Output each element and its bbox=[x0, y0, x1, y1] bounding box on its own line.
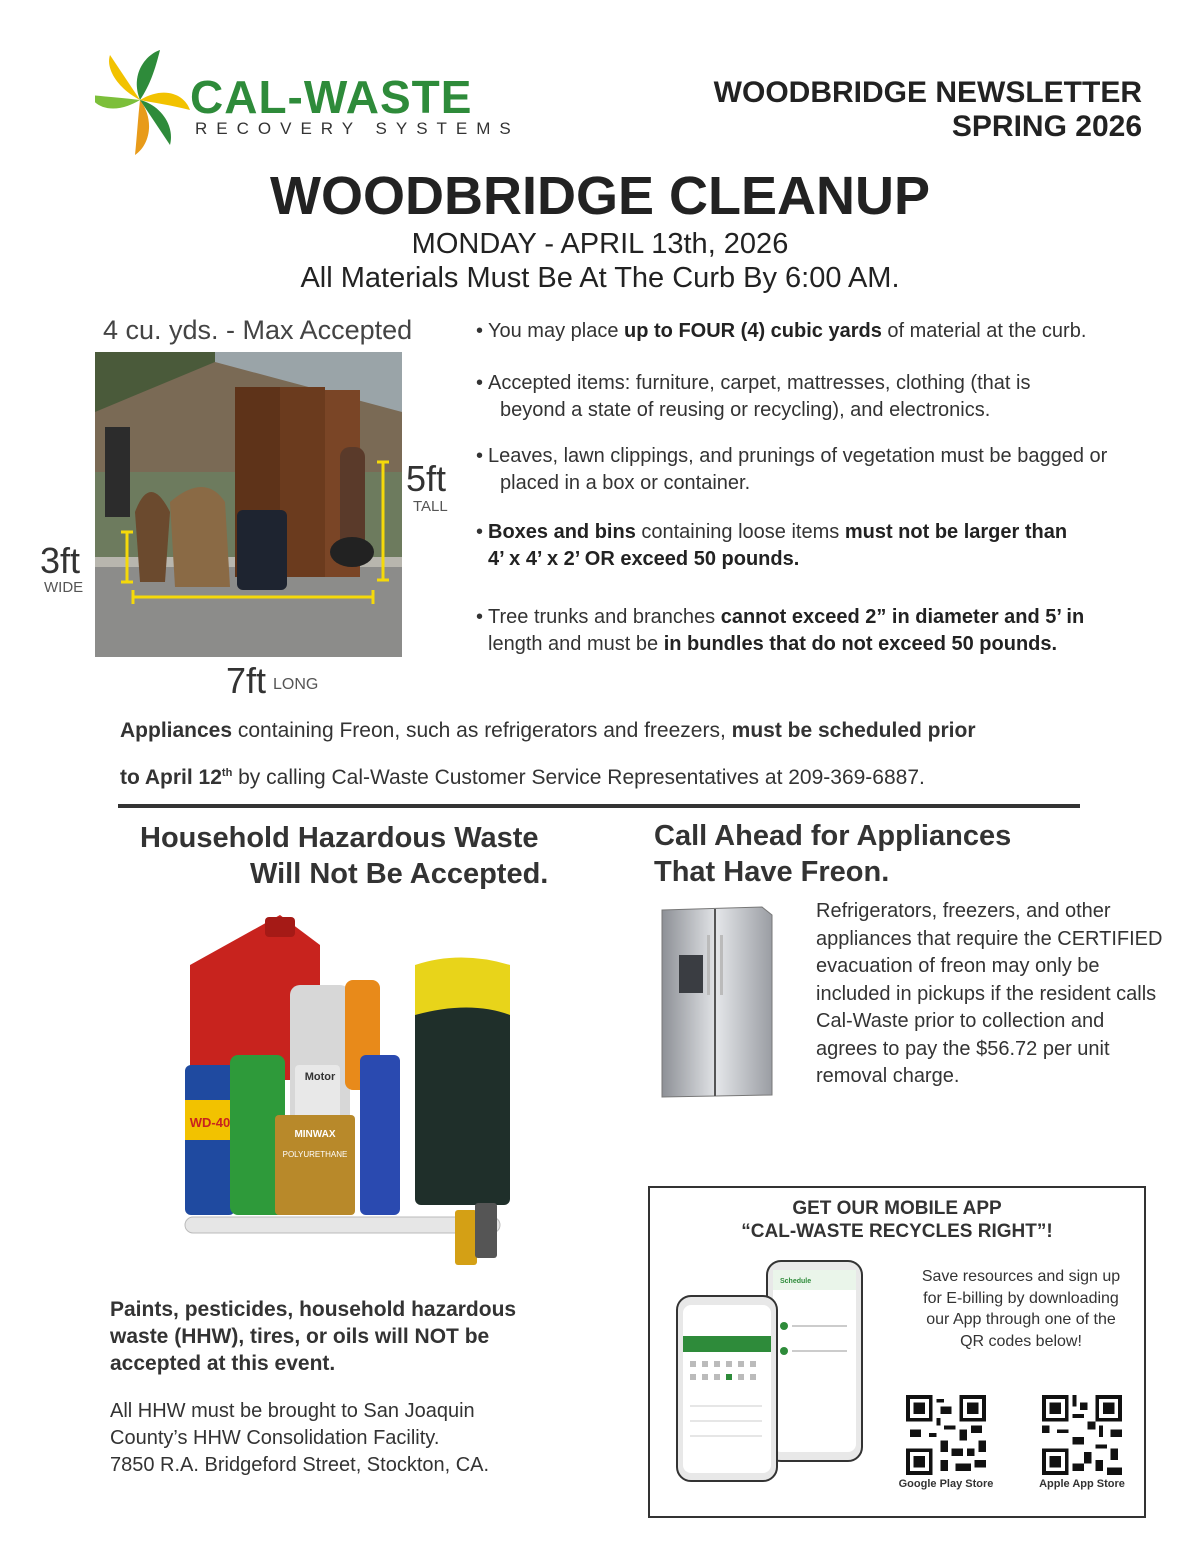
bullet-boxes-bins: • Boxes and bins containing loose items must not be larger than 4’ x 4’ x 2’ OR exceed 50 pounds. bbox=[476, 521, 1068, 570]
curbside-items-photo bbox=[95, 352, 402, 657]
freon-heading: Call Ahead for Appliances bbox=[654, 820, 1012, 852]
appliance-scheduling-note: Appliances containing Freon, such as refrigerators and freezers, must be scheduled prior to April 12th by calling Cal-Waste Customer Service Representatives at 209-369-6887. bbox=[120, 719, 976, 789]
motor-label: Motor bbox=[304, 1071, 336, 1083]
logo-subtitle: RECOVERY SYSTEMS bbox=[195, 119, 520, 138]
event-date: MONDAY - APRIL 13th, 2026 bbox=[411, 228, 789, 260]
section-divider bbox=[118, 804, 1080, 808]
hhw-not-accepted-text: Paints, pesticides, household hazardous waste (HHW), tires, or oils will NOT be accepted at this event. bbox=[110, 1298, 517, 1375]
app-phones-image bbox=[672, 1256, 872, 1486]
minwax-label: MINWAX bbox=[294, 1129, 336, 1140]
refrigerator-icon bbox=[657, 905, 777, 1100]
mobile-app-promo bbox=[648, 1186, 1146, 1518]
bullet-tree-branches: • Tree trunks and branches cannot exceed 2” in diameter and 5’ in length and must be in bundles that do not exceed 50 pounds. bbox=[476, 606, 1085, 655]
height-unit: TALL bbox=[413, 498, 448, 515]
phone-schedule-label: Schedule bbox=[780, 1278, 812, 1285]
google-play-qr-code[interactable] bbox=[906, 1395, 986, 1475]
app-promo-title: GET OUR MOBILE APP bbox=[792, 1198, 1002, 1219]
max-volume-label: 4 cu. yds. - Max Accepted bbox=[103, 315, 413, 345]
curb-deadline: All Materials Must Be At The Curb By 6:00 AM. bbox=[300, 262, 900, 294]
freon-description: Refrigerators, freezers, and other appliances that require the CERTIFIED evacuation of freon may only be included in pickups if the resident calls Cal-Waste prior to collection and agrees to pay the $56.72 per unit removal charge. bbox=[816, 900, 1163, 1087]
freon-heading-line2: That Have Freon. bbox=[654, 856, 890, 888]
bullet-accepted-items: • Accepted items: furniture, carpet, mattresses, clothing (that is beyond a state of reusing or recycling), and electronics. bbox=[476, 372, 1031, 421]
width-unit: WIDE bbox=[44, 579, 84, 596]
bullet-yard-waste: • Leaves, lawn clippings, and prunings of vegetation must be bagged or placed in a box or container. bbox=[476, 445, 1108, 494]
length-dimension: 7ft bbox=[226, 660, 267, 701]
app-promo-text: Save resources and sign up for E-billing by downloading our App through one of the QR codes below! bbox=[921, 1268, 1121, 1350]
polyurethane-label: POLYURETHANE bbox=[282, 1150, 348, 1159]
app-promo-name: “CAL-WASTE RECYCLES RIGHT”! bbox=[741, 1221, 1053, 1242]
apple-app-store-label: Apple App Store bbox=[1039, 1478, 1125, 1490]
logo-wordmark: CAL-WASTE bbox=[190, 71, 473, 123]
height-dimension: 5ft bbox=[406, 458, 447, 499]
apple-app-store-qr-code[interactable] bbox=[1042, 1395, 1122, 1475]
page-title: WOODBRIDGE CLEANUP bbox=[270, 166, 930, 226]
hhw-heading-line2: Will Not Be Accepted. bbox=[250, 858, 549, 890]
length-unit: LONG bbox=[273, 676, 319, 693]
wd40-label: WD-40 bbox=[189, 1115, 231, 1130]
width-dimension: 3ft bbox=[40, 540, 81, 581]
google-play-label: Google Play Store bbox=[898, 1478, 994, 1490]
hhw-heading: Household Hazardous Waste bbox=[140, 822, 539, 854]
newsletter-season: SPRING 2026 bbox=[951, 110, 1142, 143]
hazardous-products-image bbox=[170, 905, 535, 1275]
bullet-volume: • You may place up to FOUR (4) cubic yards of material at the curb. bbox=[476, 320, 1087, 342]
hhw-facility-info: All HHW must be brought to San Joaquin County’s HHW Consolidation Facility. 7850 R.A. Bridgeford Street, Stockton, CA. bbox=[110, 1400, 490, 1476]
newsletter-title: WOODBRIDGE NEWSLETTER bbox=[713, 76, 1142, 109]
